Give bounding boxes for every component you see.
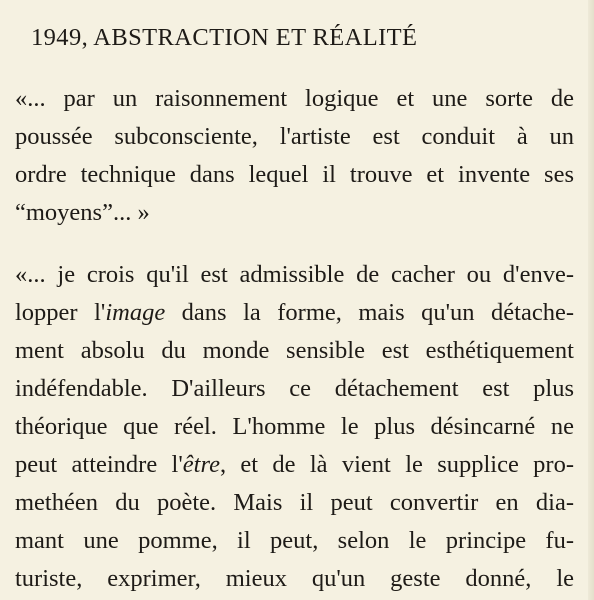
text-segment: lopper l'	[15, 299, 106, 326]
text-line	[15, 163, 574, 188]
text-line	[15, 453, 574, 478]
text-line	[15, 263, 574, 288]
page-edge	[588, 0, 594, 600]
text-segment: «... je crois qu'il est admissible de cacher ou d'enve-	[15, 261, 574, 288]
text-line	[15, 415, 574, 440]
italic-word: être	[182, 451, 220, 478]
text-segment: methéen du poète. Mais il peut convertir en dia-	[15, 489, 574, 516]
text-line	[15, 339, 574, 364]
text-segment: mant une pomme, il peut, selon le principe fu-	[15, 527, 574, 554]
text-segment: turiste, exprimer, mieux qu'un geste donné, le	[15, 565, 574, 592]
text-line	[15, 491, 574, 516]
text-segment: théorique que réel. L'homme le plus désincarné ne	[15, 413, 574, 440]
text-line	[15, 301, 574, 326]
text-segment: indéfendable. D'ailleurs ce détachement est plus	[15, 375, 574, 402]
text-segment: ment absolu du monde sensible est esthétiquement	[15, 337, 574, 364]
page-title: 1949, ABSTRACTION ET RÉALITÉ	[31, 24, 418, 51]
text-line	[15, 87, 574, 112]
text-line	[15, 125, 574, 150]
text-segment: ordre technique dans lequel il trouve et invente ses	[15, 161, 574, 188]
text-line	[15, 201, 150, 226]
text-line	[15, 529, 574, 554]
text-line	[15, 567, 574, 592]
text-segment: “moyens”... »	[15, 199, 150, 226]
text-segment: dans la forme, mais qu'un détache-	[165, 299, 574, 326]
text-segment: poussée subconsciente, l'artiste est conduit à un	[15, 123, 574, 150]
text-line	[15, 377, 574, 402]
text-segment: peut atteindre l'	[15, 451, 183, 478]
text-segment: , et de là vient le supplice pro-	[219, 451, 574, 478]
text-segment: «... par un raisonnement logique et une sorte de	[15, 85, 574, 112]
italic-word: image	[105, 299, 166, 326]
